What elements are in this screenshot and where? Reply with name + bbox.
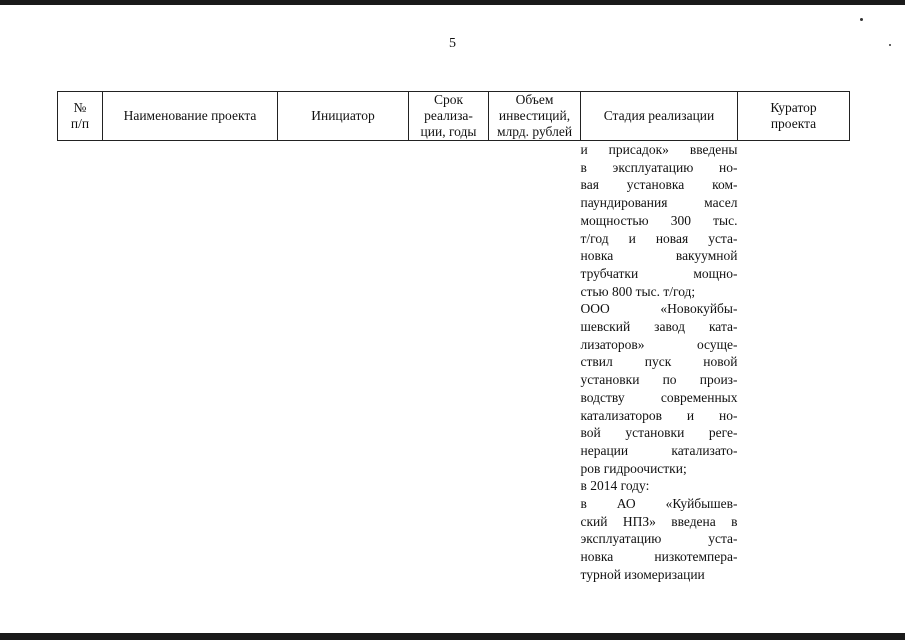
column-header-term: Срок реализа- ции, годы [409,92,489,141]
cell-investment [489,141,581,584]
cell-project-name [103,141,278,584]
stage-text-line: турной изомеризации [580,566,705,582]
scan-speck [860,18,863,21]
stage-text-line: ООО «Новокуйбы- [580,301,738,317]
table-header-row [58,92,850,141]
stage-text-line: лизаторов» осуще- [580,336,738,352]
stage-text-line: в эксплуатацию но- [580,159,738,175]
stage-text-line: в АО «Куйбышев- [580,496,738,512]
column-header-num: № п/п [58,92,103,141]
table-row [58,141,850,584]
cell-stage [581,141,738,584]
column-header-initiator: Инициатор [278,92,409,141]
page-number: 5 [449,36,456,51]
scan-border-top [0,0,905,5]
column-header-investment: Объем инвестиций, млрд. рублей [489,92,581,141]
stage-text-line: эксплуатацию уста- [580,531,738,547]
cell-num [58,141,103,584]
stage-text-line: и присадок» введены [580,142,738,157]
stage-text-line: трубчатки мощно- [580,265,738,281]
column-header-curator: Куратор проекта [738,92,850,141]
stage-text-line: водству современных [580,389,738,405]
cell-curator [738,141,850,584]
stage-text-line: новка низкотемпера- [580,549,738,565]
projects-table [57,91,850,584]
stage-text-line: вой установки реге- [580,425,738,441]
stage-text-line: стью 800 тыс. т/год; [580,283,696,299]
column-header-stage: Стадия реализации [581,92,738,141]
stage-text-line: установки по произ- [580,372,738,388]
stage-text-line: паундирования масел [580,195,738,211]
stage-text-line: т/год и новая уста- [580,230,738,246]
stage-text-line: ствил пуск новой [580,354,738,370]
stage-text-line: ров гидроочистки; [580,460,687,476]
stage-text-line: мощностью 300 тыс. [580,212,738,228]
stage-text-line: нерации катализато- [580,442,738,458]
stage-text-line: новка вакуумной [580,248,738,264]
stage-text-line: шевский завод ката- [580,319,738,335]
stage-text-line: катализаторов и но- [580,407,738,423]
stage-text-line: ский НПЗ» введена в [580,513,738,529]
scan-border-bottom [0,633,905,640]
cell-term [409,141,489,584]
stage-text-line: вая установка ком- [580,177,738,193]
stage-text-line: в 2014 году: [580,478,650,494]
column-header-name: Наименование проекта [103,92,278,141]
cell-initiator [278,141,409,584]
